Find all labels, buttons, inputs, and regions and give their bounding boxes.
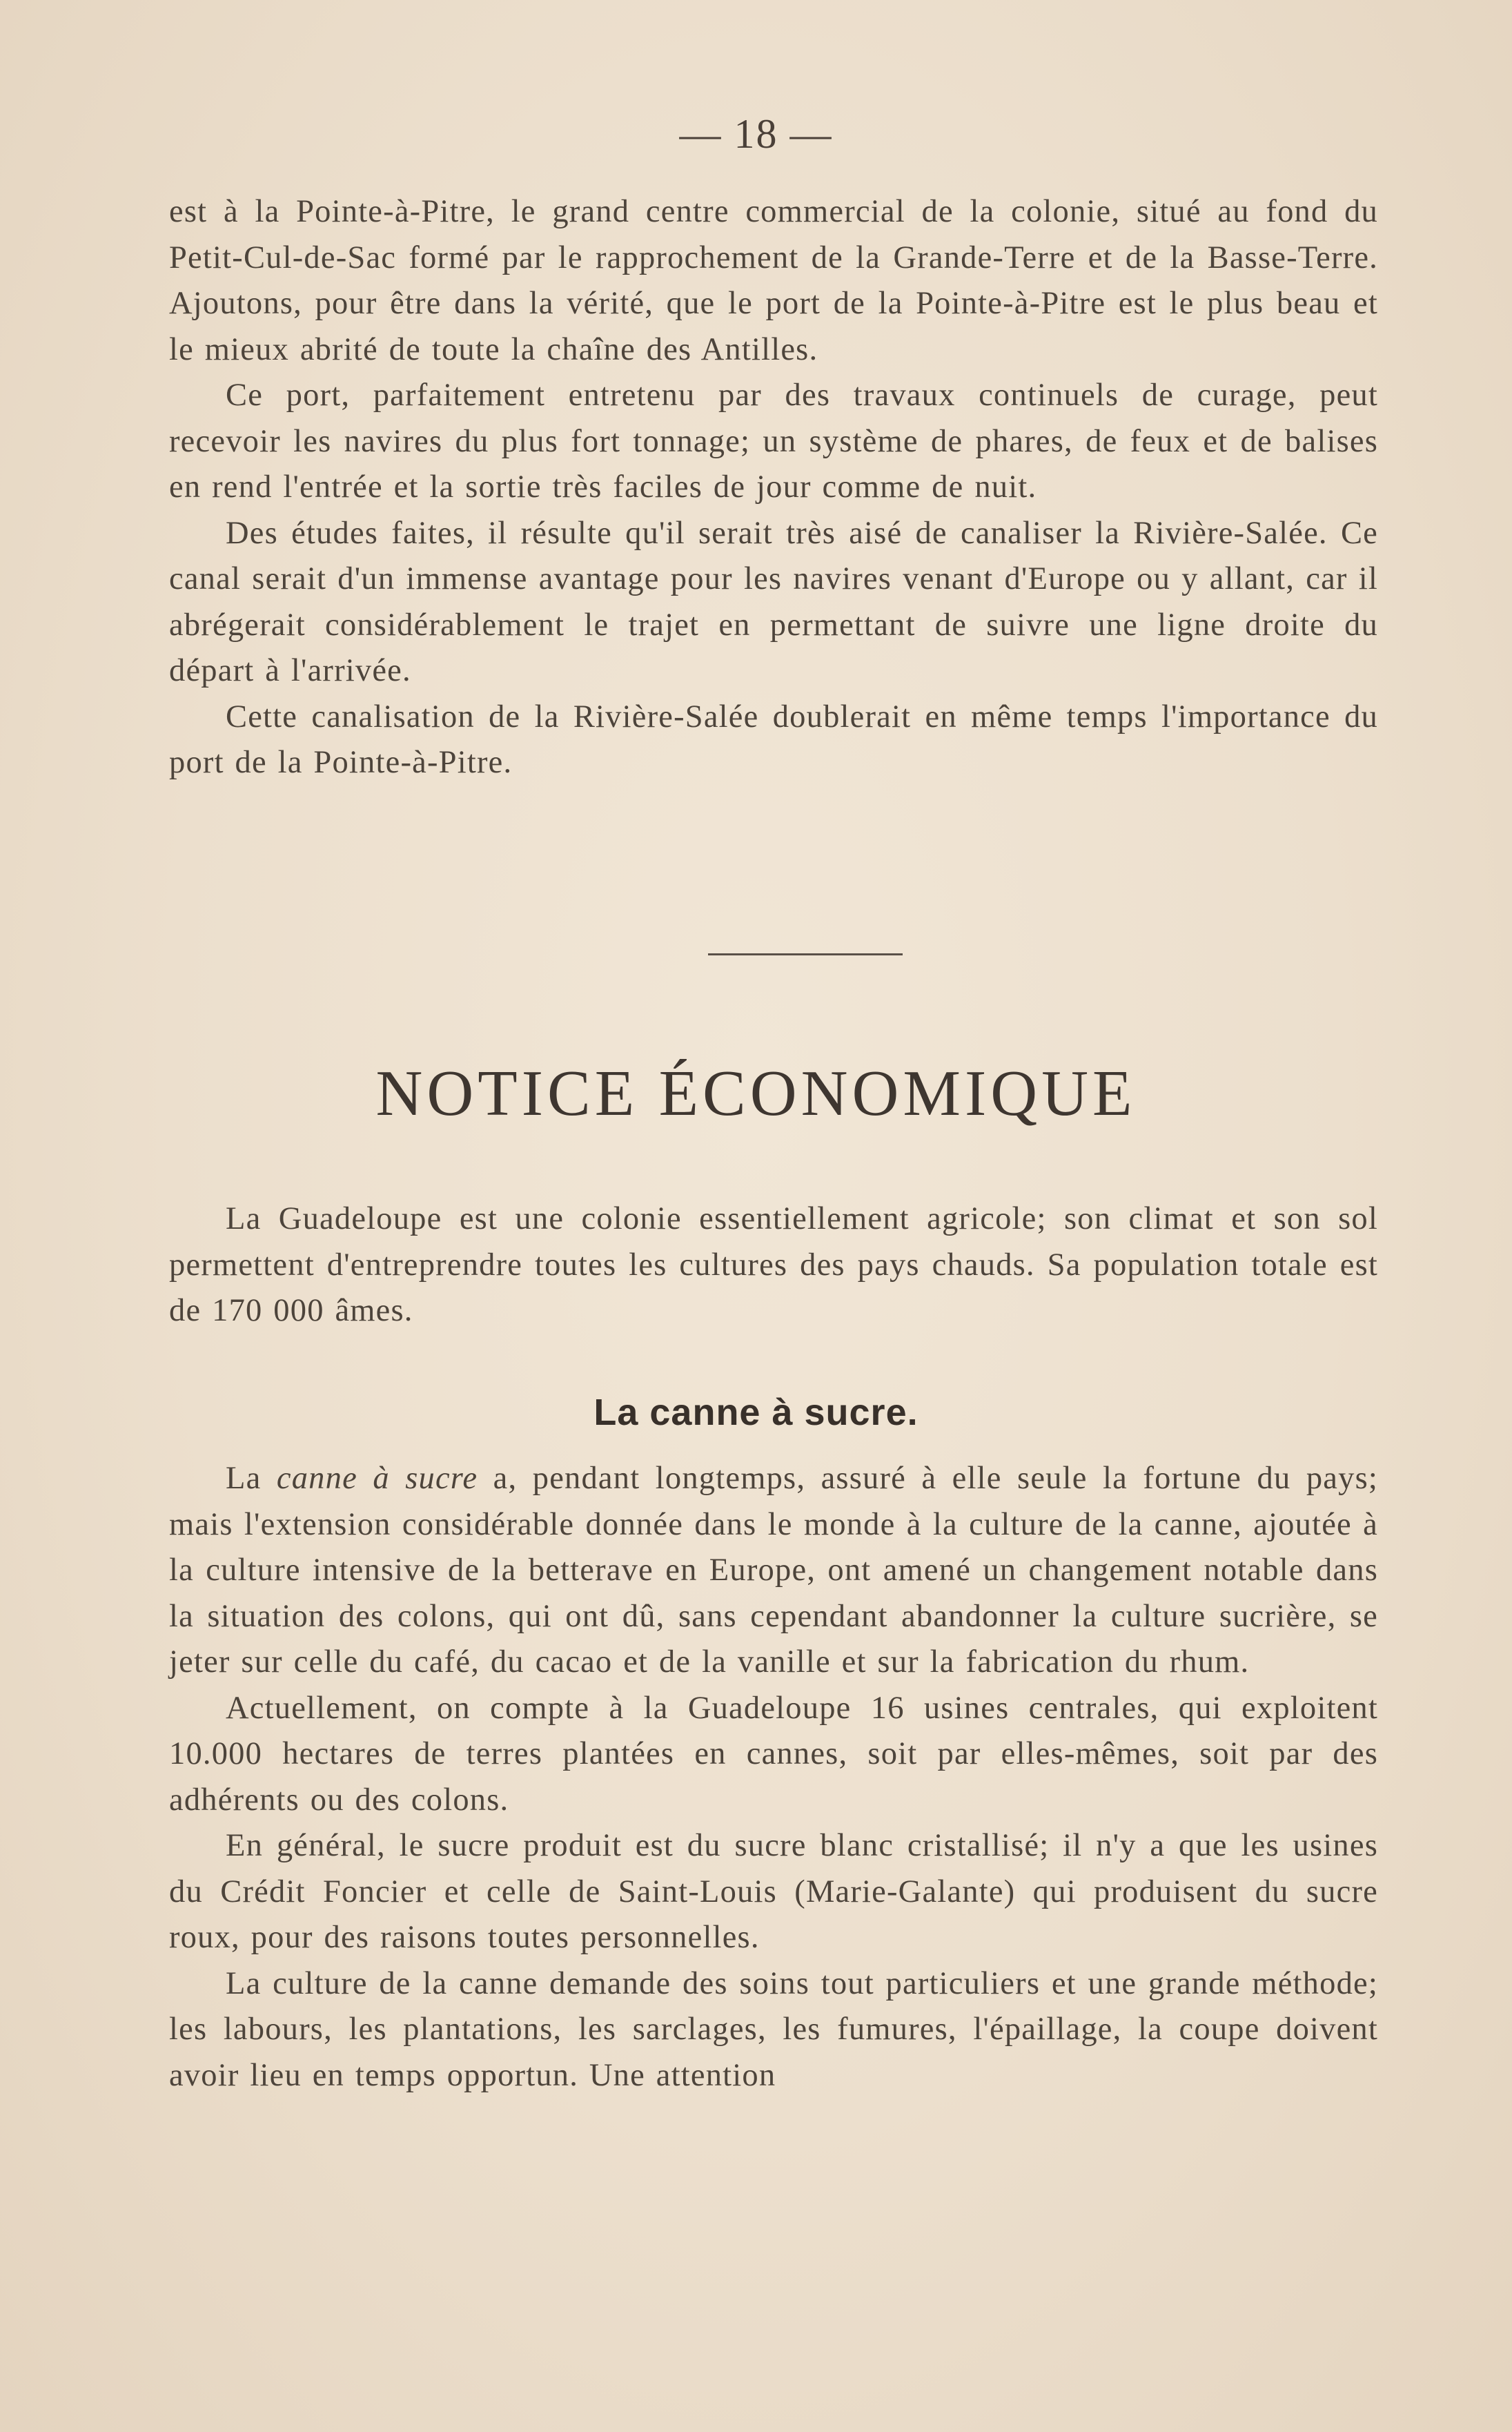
paragraph: La Guadeloupe est une colonie essentiellement agricole; son climat et son sol permettent d'entreprendre toutes les cultures des pays chauds. Sa population totale est de 170 000 âmes. bbox=[169, 1201, 1378, 1328]
page-number: — 18 — bbox=[679, 111, 833, 157]
section-divider bbox=[708, 953, 903, 955]
paragraph: Actuellement, on compte à la Guadeloupe 16 usines centrales, qui exploitent 10.000 hectares de terres plantées en cannes, soit par elles-mêmes, soit par des adhérents ou des colons. bbox=[169, 1690, 1378, 1818]
paragraph: Cette canalisation de la Rivière-Salée doublerait en même temps l'importance du port de la Pointe-à-Pitre. bbox=[169, 699, 1378, 780]
text-fragment: La bbox=[226, 1461, 277, 1496]
italic-term: canne à sucre bbox=[276, 1461, 478, 1496]
port-description-section bbox=[169, 189, 1378, 786]
paragraph: Ce port, parfaitement entretenu par des travaux continuels de curage, peut recevoir les navires du plus fort tonnage; un système de phares, de feux et de balises en rend l'entrée et la sortie très faciles de jour comme de nuit. bbox=[169, 378, 1378, 505]
sugar-cane-section bbox=[169, 1456, 1378, 2099]
text-fragment: a, pendant longtemps, assuré à elle seule la fortune du pays; mais l'extension considérable donnée dans le monde à la culture de la canne, ajoutée à la culture intensive de la betterave en Europe, ont amené un changement notable dans la situation des colons, qui ont dû, sans cependant abandonner la culture sucrière, se jeter sur celle du café, du cacao et de la vanille et sur la fabrication du rhum. bbox=[169, 1461, 1378, 1680]
paragraph: Des études faites, il résulte qu'il serait très aisé de canaliser la Rivière-Salée. Ce canal serait d'un immense avantage pour les navires venant d'Europe ou y allant, car il abrégerait considérablement le trajet en permettant de suivre une ligne droite du départ à l'arrivée. bbox=[169, 515, 1378, 688]
paragraph: En général, le sucre produit est du sucre blanc cristallisé; il n'y a que les usines du Crédit Foncier et celle de Saint-Louis (Marie-Galante) qui produisent du sucre roux, pour des raisons toutes personnelles. bbox=[169, 1828, 1378, 1955]
paragraph bbox=[169, 1456, 1378, 1686]
sub-heading: La canne à sucre. bbox=[593, 1392, 919, 1433]
paragraph: est à la Pointe-à-Pitre, le grand centre commercial de la colonie, situé au fond du Petit-Cul-de-Sac formé par le rapprochement de la Grande-Terre et de la Basse-Terre. Ajoutons, pour être dans la vérité, que le port de la Pointe-à-Pitre est le plus beau et le mieux abrité de toute la chaîne des Antilles. bbox=[169, 194, 1378, 367]
section-heading: NOTICE ÉCONOMIQUE bbox=[375, 1058, 1137, 1129]
paragraph: La culture de la canne demande des soins tout particuliers et une grande méthode; les labours, les plantations, les sarclages, les fumures, l'épaillage, la coupe doivent avoir lieu en temps opportun. Une attention bbox=[169, 1965, 1378, 2093]
intro-section bbox=[169, 1196, 1378, 1334]
